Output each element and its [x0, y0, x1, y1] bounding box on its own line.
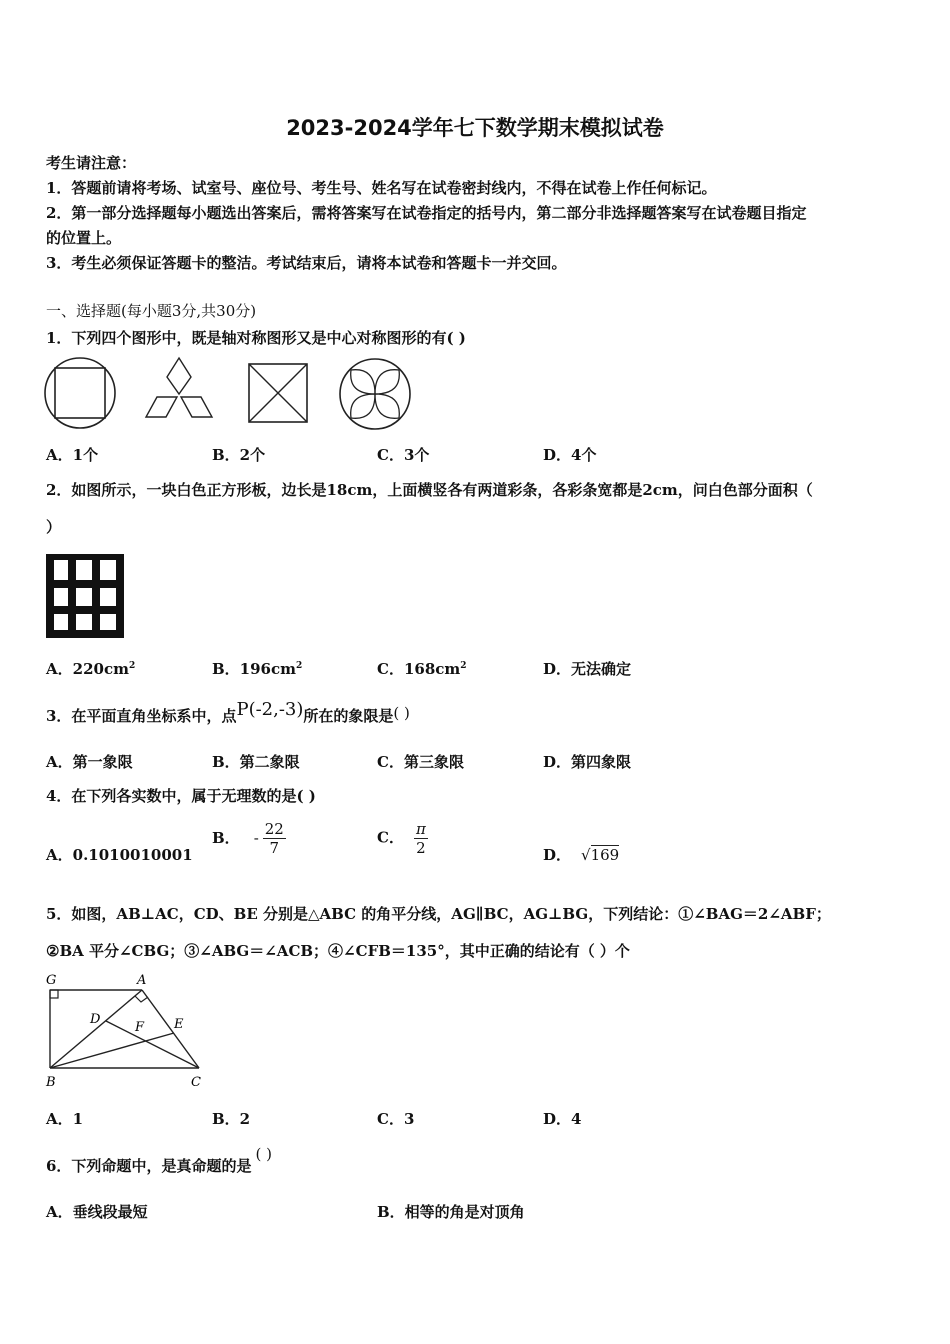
section-heading: 一、选择题(每小题3分,共30分): [46, 302, 257, 320]
q1-figure-circle-petals: [334, 355, 416, 435]
q1-option-c[interactable]: C．3个: [377, 446, 430, 464]
q6-stem: 6．下列命题中，是真命题的是( ): [46, 1145, 272, 1175]
q5-option-b[interactable]: B．2: [212, 1110, 251, 1128]
notice-item: 的位置上。: [46, 229, 122, 247]
q5-option-a[interactable]: A．1: [46, 1110, 84, 1128]
q4-stem: 4．在下列各实数中，属于无理数的是( ): [46, 787, 316, 805]
label-d: D: [90, 1012, 101, 1027]
q4-option-a[interactable]: A．0.1010010001: [46, 846, 193, 864]
q1-figure-circle-square: [42, 355, 122, 435]
q3-option-d[interactable]: D．第四象限: [543, 753, 632, 771]
q2-stem: 2．如图所示，一块白色正方形板，边长是18cm，上面横竖各有两道彩条，各彩条宽都是2cm，问白色部分面积（: [46, 481, 813, 499]
q2-option-a[interactable]: A．$220cm^2$: [46, 660, 136, 678]
q5-option-c[interactable]: C．3: [377, 1110, 415, 1128]
q5-option-d[interactable]: D．4: [543, 1110, 582, 1128]
q2-stem-end: ）: [46, 518, 62, 536]
q1-option-b[interactable]: B．2个: [212, 446, 266, 464]
notice-item: 3．考生必须保证答题卡的整洁。考试结束后，请将本试卷和答题卡一并交回。: [46, 254, 567, 272]
label-f: F: [135, 1020, 145, 1035]
label-a: A: [137, 973, 147, 988]
q6-option-a[interactable]: A．垂线段最短: [46, 1203, 148, 1221]
q2-grid-figure: [44, 552, 126, 640]
q4-option-c[interactable]: C． $\frac{\pi}{2}$: [377, 820, 426, 857]
q6-option-b[interactable]: B．相等的角是对顶角: [377, 1203, 525, 1221]
q3-option-a[interactable]: A．第一象限: [46, 753, 133, 771]
q4-option-d[interactable]: D． √169: [543, 846, 620, 864]
q1-option-a[interactable]: A．1个: [46, 446, 99, 464]
q2-option-c[interactable]: C．$168cm^2$: [377, 660, 467, 678]
q1-figure-three-diamonds: [140, 355, 220, 430]
q5-stem-line1: 5．如图，AB⊥AC，CD、BE 分别是△ABC 的角平分线，AG∥BC，AG⊥BG，下列结论：①∠BAG＝2∠ABF；: [46, 905, 831, 923]
q3-stem: 3．在平面直角坐标系中，点P(-2,-3)所在的象限是( ): [46, 699, 410, 725]
notice-item: 2．第一部分选择题每小题选出答案后，需将答案写在试卷指定的括号内，第二部分非选择题答案写在试卷题目指定: [46, 204, 807, 222]
q2-option-b[interactable]: B．$196cm^2$: [212, 660, 303, 678]
q2-option-d[interactable]: D．无法确定: [543, 660, 632, 678]
page-title: 2023-2024学年七下数学期末模拟试卷: [286, 116, 664, 140]
q5-stem-line2: ②BA 平分∠CBG；③∠ABG＝∠ACB；④∠CFB＝135°，其中正确的结论有（ ）个: [46, 942, 630, 960]
q1-figure-square-diagonals: [243, 360, 313, 430]
q1-stem: 1．下列四个图形中，既是轴对称图形又是中心对称图形的有( ): [46, 329, 466, 347]
notice-heading: 考生请注意：: [46, 154, 137, 172]
q3-option-c[interactable]: C．第三象限: [377, 753, 464, 771]
q5-triangle-figure: [44, 968, 214, 1090]
label-c: C: [191, 1075, 201, 1090]
label-b: B: [46, 1075, 56, 1090]
label-e: E: [174, 1017, 184, 1032]
q4-option-b[interactable]: B． - $\frac{22}{7}$: [212, 820, 284, 857]
q3-option-b[interactable]: B．第二象限: [212, 753, 300, 771]
q1-option-d[interactable]: D．4个: [543, 446, 597, 464]
notice-item: 1．答题前请将考场、试室号、座位号、考生号、姓名写在试卷密封线内，不得在试卷上作任何标记。: [46, 179, 717, 197]
label-g: G: [46, 973, 57, 988]
q3-point: P(-2,-3): [236, 699, 304, 720]
